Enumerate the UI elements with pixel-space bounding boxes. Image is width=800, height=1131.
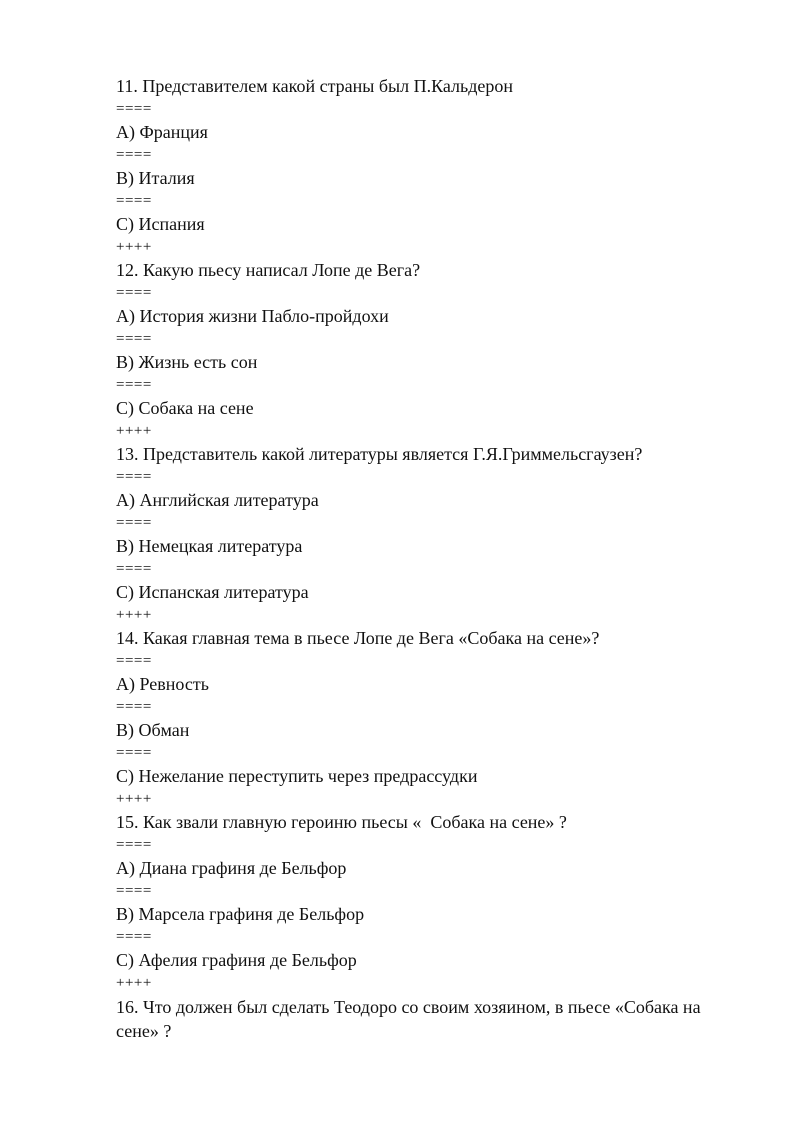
answer-option-a: A) Английская литература: [116, 490, 319, 510]
option-separator: ====: [116, 515, 152, 531]
answer-option-c: C) Нежелание переступить через предрассудки: [116, 766, 478, 786]
question-separator: ++++: [116, 975, 152, 991]
answer-option-c: C) Собака на сене: [116, 398, 254, 418]
question-separator: ++++: [116, 239, 152, 255]
question-text: 15. Как звали главную героиню пьесы « Собака на сене» ?: [116, 812, 567, 832]
quiz-question-15: [116, 811, 746, 995]
option-separator: ====: [116, 929, 152, 945]
option-separator: ====: [116, 193, 152, 209]
question-separator: ++++: [116, 791, 152, 807]
quiz-question-12: [116, 259, 746, 443]
option-separator: ====: [116, 837, 152, 853]
answer-option-a: A) Франция: [116, 122, 208, 142]
answer-option-b: B) Италия: [116, 168, 195, 188]
answer-option-a: A) История жизни Пабло-пройдохи: [116, 306, 389, 326]
answer-option-c: C) Испанская литература: [116, 582, 309, 602]
question-separator: ++++: [116, 423, 152, 439]
option-separator: ====: [116, 285, 152, 301]
question-text: 11. Представителем какой страны был П.Кальдерон: [116, 76, 513, 96]
quiz-question-11: [116, 75, 746, 259]
quiz-content: [116, 75, 746, 1043]
option-separator: ====: [116, 101, 152, 117]
answer-option-b: B) Обман: [116, 720, 190, 740]
answer-option-b: B) Марсела графиня де Бельфор: [116, 904, 365, 924]
option-separator: ====: [116, 653, 152, 669]
answer-option-a: A) Ревность: [116, 674, 209, 694]
answer-option-a: A) Диана графиня де Бельфор: [116, 858, 347, 878]
answer-option-c: C) Афелия графиня де Бельфор: [116, 950, 357, 970]
question-text: 12. Какую пьесу написал Лопе де Вега?: [116, 260, 421, 280]
option-separator: ====: [116, 377, 152, 393]
question-text: 14. Какая главная тема в пьесе Лопе де Вега «Собака на сене»?: [116, 628, 600, 648]
option-separator: ====: [116, 745, 152, 761]
option-separator: ====: [116, 147, 152, 163]
quiz-question-14: [116, 627, 746, 811]
quiz-question-16: [116, 995, 746, 1043]
option-separator: ====: [116, 331, 152, 347]
answer-option-b: B) Жизнь есть сон: [116, 352, 258, 372]
option-separator: ====: [116, 699, 152, 715]
option-separator: ====: [116, 561, 152, 577]
quiz-question-13: [116, 443, 746, 627]
question-text: 16. Что должен был сделать Теодоро со своим хозяином, в пьесе «Собака на сене» ?: [116, 997, 706, 1041]
option-separator: ====: [116, 883, 152, 899]
answer-option-c: C) Испания: [116, 214, 205, 234]
answer-option-b: B) Немецкая литература: [116, 536, 303, 556]
option-separator: ====: [116, 469, 152, 485]
question-separator: ++++: [116, 607, 152, 623]
question-text: 13. Представитель какой литературы является Г.Я.Гриммельсгаузен?: [116, 444, 643, 464]
